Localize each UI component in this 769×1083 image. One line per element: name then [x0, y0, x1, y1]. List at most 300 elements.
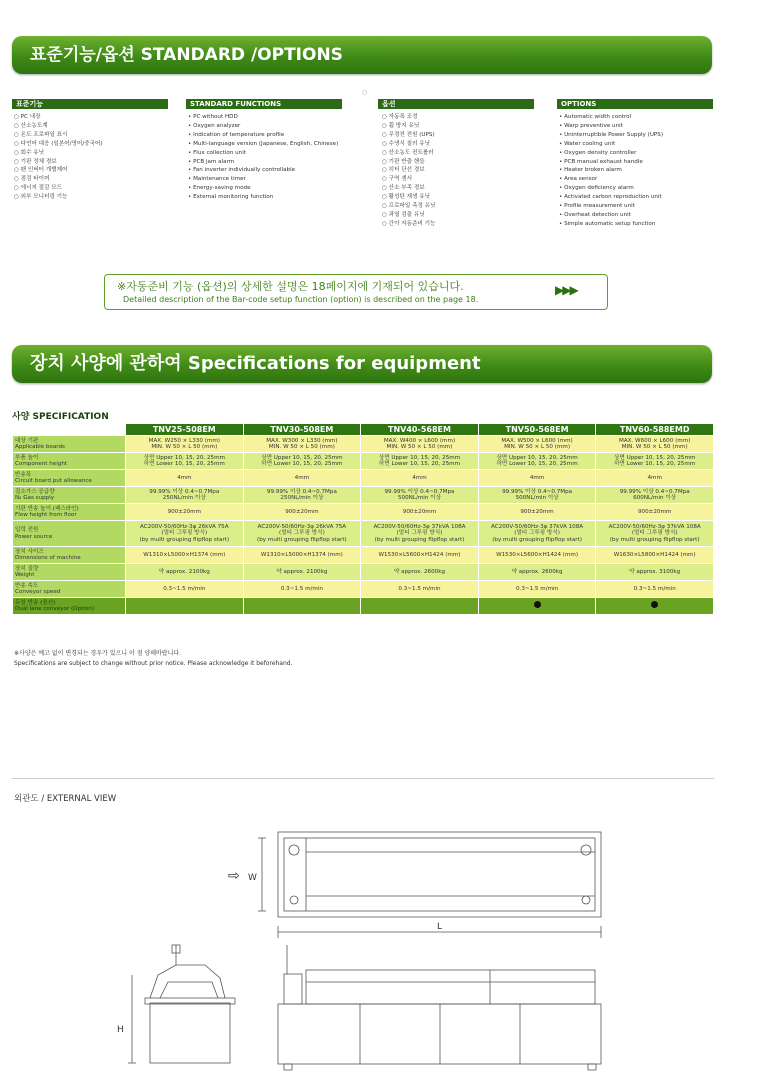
feature-text: PC 내장 [20, 114, 41, 120]
feature-item [382, 131, 435, 140]
circle-bullet-icon: ○ [14, 185, 21, 192]
circle-bullet-icon: ○ [382, 149, 389, 156]
feature-text: Maintenance timer [193, 176, 246, 183]
dot-bullet-icon: • [559, 122, 565, 129]
spec-cell [361, 598, 479, 615]
standard-ko-list [14, 113, 103, 202]
spec-cell-line: W1530×L5600×H1424 (mm) [378, 551, 461, 558]
feature-item [188, 122, 338, 131]
spec-cell-line: 900±20mm [167, 508, 201, 515]
feature-text: 온도 프로파일 표시 [20, 131, 68, 138]
feature-item [14, 149, 103, 158]
label-korean: 장치 사이즈 [15, 548, 44, 555]
spec-cell-line: 하면 Lower 10, 15, 20, 25mm [378, 461, 461, 467]
circle-bullet-icon: ○ [382, 122, 389, 129]
header-label: 옵션 [382, 100, 396, 108]
dot-bullet-icon: • [559, 176, 565, 183]
label-l: L [437, 922, 443, 932]
spec-cell [478, 581, 596, 598]
model-header: TNV50-568EM [478, 424, 596, 436]
spec-cell-line: (by multi grouping flipflop start) [492, 536, 582, 543]
label-english: Power source [15, 533, 53, 540]
label-english: Component height [15, 461, 68, 467]
arrow-right-icon: ▶▶▶ [555, 283, 577, 297]
spec-cell [243, 521, 361, 547]
spec-cell-line: (멀티 그루핑 방식) [279, 530, 325, 537]
dot-bullet-icon: • [188, 158, 194, 165]
spec-cell [126, 504, 244, 521]
spec-row-label [13, 564, 126, 581]
footnote-english: Specifications are subject to change without prior notice. Please acknowledge it beforehand. [14, 660, 293, 667]
feature-item [14, 175, 103, 184]
feature-text: 수냉식 칠러 유닛 [388, 140, 431, 147]
note-korean: ※자동준비 기능 (옵션)의 상세한 설명은 18페이지에 기재되어 있습니다. [117, 280, 464, 293]
feature-text: Profile measurement unit [564, 203, 635, 210]
spec-cell-line: MIN. W 50 × L 50 (mm) [386, 444, 453, 450]
feature-item [14, 158, 103, 167]
dot-bullet-icon: • [188, 131, 194, 138]
spec-cell [361, 504, 479, 521]
feature-item [382, 122, 435, 131]
spec-cell-line: 99.99% 이상 0.4~0.7Mpa [619, 488, 690, 495]
spec-row-label [13, 547, 126, 564]
circle-bullet-icon: ○ [14, 122, 21, 129]
feature-item [14, 140, 103, 149]
label-korean: 반송폭 [15, 471, 32, 478]
spec-cell-line: MIN. W 50 × L 50 (mm) [621, 444, 688, 450]
spec-cell [478, 564, 596, 581]
spec-cell-line: MAX. W400 × L600 (mm) [383, 437, 456, 444]
spec-cell [478, 453, 596, 470]
spec-cell [243, 598, 361, 615]
feature-item [559, 166, 663, 175]
top-view-outline [278, 832, 601, 917]
note-english: Detailed description of the Bar-code setup function (option) is described on the page 18. [123, 295, 479, 304]
divider [12, 778, 714, 779]
section-title: 장치 사양에 관하여 Specifications for equipment [30, 353, 481, 374]
model-header: TNV30-508EM [243, 424, 361, 436]
circle-bullet-icon: ○ [14, 167, 21, 174]
options-ko-list [382, 113, 435, 229]
label-h: H [117, 1025, 124, 1035]
circle-bullet-icon: ○ [382, 211, 389, 218]
spec-table [12, 423, 714, 615]
spec-cell [126, 521, 244, 547]
feature-item [14, 122, 103, 131]
spec-cell-line: AC200V-50/60Hz-3φ 26kVA 75A [140, 523, 229, 530]
dot-bullet-icon: • [559, 140, 565, 147]
label-korean: 듀얼 반송 (옵션) [15, 599, 56, 606]
dual-lane-dot-icon [534, 601, 541, 608]
spec-cell [596, 547, 714, 564]
spec-cell [478, 504, 596, 521]
dot-bullet-icon: • [188, 114, 194, 120]
dot-bullet-icon: • [559, 211, 565, 218]
feature-item [14, 193, 103, 202]
feature-item [14, 184, 103, 193]
spec-cell-line: 상면 Upper 10, 15, 20, 25mm [614, 454, 696, 461]
spec-cell [361, 581, 479, 598]
feature-text: Uninterruptible Power Supply (UPS) [564, 131, 664, 138]
feature-item [559, 113, 663, 122]
label-english: Dual lane conveyor (Option) [15, 606, 94, 612]
feature-item [559, 202, 663, 211]
spec-cell-line: 99.99% 이상 0.4~0.7Mpa [266, 488, 337, 495]
spec-cell [243, 504, 361, 521]
feature-text: Flux collection unit [193, 149, 246, 156]
circle-bullet-icon: ○ [14, 114, 21, 120]
feature-text: PCB manual exhaust handle [564, 158, 643, 165]
spec-cell [243, 470, 361, 487]
spec-cell-line: (멀티 그루핑 방식) [514, 530, 560, 537]
feature-text: Water cooling unit [564, 140, 616, 147]
feature-text: 외부 모니터링 기능 [20, 194, 68, 201]
feature-item [382, 158, 435, 167]
spec-cell-line: (by multi grouping flipflop start) [374, 536, 465, 543]
section-title: 표준기능/옵션 STANDARD /OPTIONS [30, 45, 343, 65]
spec-cell-line: W1530×L5600×H1424 (mm) [496, 551, 579, 558]
dot-bullet-icon: • [559, 185, 565, 192]
circle-bullet-icon: ○ [382, 131, 389, 138]
circle-bullet-icon: ○ [14, 158, 21, 165]
spec-cell [361, 521, 479, 547]
feature-text: 기판 정체 경보 [20, 158, 57, 165]
feature-item [559, 122, 663, 131]
spec-cell [126, 547, 244, 564]
label-korean: 기판 반송 높이 (패스라인) [15, 505, 79, 512]
spec-row [13, 470, 714, 487]
feature-text: Overheat detection unit [564, 211, 631, 218]
spec-cell-line: 상면 Upper 10, 15, 20, 25mm [261, 454, 343, 461]
dot-bullet-icon: • [559, 203, 565, 210]
feature-item [188, 140, 338, 149]
label-english: Conveyor speed [15, 589, 61, 595]
spec-row [13, 504, 714, 521]
spec-cell-line: 상면 Upper 10, 15, 20, 25mm [496, 454, 578, 461]
spec-cell-line: 99.99% 이상 0.4~0.7Mpa [502, 488, 573, 495]
spec-cell-line: 600NL/min 이상 [633, 495, 677, 501]
spec-row-label [13, 487, 126, 504]
label-korean: 부품 높이 [15, 454, 39, 461]
spec-row-label [13, 453, 126, 470]
spec-cell-line: 500NL/min 이상 [515, 495, 559, 501]
spec-cell [596, 487, 714, 504]
dot-bullet-icon: • [559, 220, 565, 227]
circle-bullet-icon: ○ [382, 203, 389, 210]
spec-cell [361, 470, 479, 487]
spec-cell-line: 하면 Lower 10, 15, 20, 25mm [143, 461, 225, 467]
feature-text: Oxygen analyzer [193, 122, 241, 129]
spec-corner [13, 424, 126, 436]
spec-cell-line: 약 approx. 3100kg [629, 568, 681, 575]
spec-cell [126, 598, 244, 615]
circle-bullet-icon: ○ [382, 167, 389, 174]
spec-cell [243, 487, 361, 504]
spec-row-label [13, 436, 126, 453]
feature-text: Automatic width control [564, 114, 632, 120]
spec-row-label [13, 581, 126, 598]
circle-bullet-icon: ○ [382, 114, 389, 120]
spec-cell-line: MAX. W500 × L600 (mm) [501, 437, 573, 444]
feature-item [559, 220, 663, 229]
spec-cell-line: 250NL/min 이상 [162, 495, 206, 501]
feature-text: 히터 단선 경보 [388, 167, 425, 174]
spec-cell [361, 487, 479, 504]
spec-cell-line: MIN. W 50 × L 50 (mm) [151, 444, 218, 450]
feature-item [14, 131, 103, 140]
feature-text: Warp preventive unit [564, 122, 623, 129]
spec-cell [596, 581, 714, 598]
spec-cell [361, 436, 479, 453]
standard-en-list [188, 113, 338, 202]
standard-options-banner [12, 36, 712, 74]
feature-item [382, 113, 435, 122]
spec-cell [126, 487, 244, 504]
spec-cell-line: (by multi grouping flipflop start) [257, 536, 347, 543]
spec-cell-line: 약 approx. 2100kg [158, 568, 210, 575]
spec-cell-line: MAX. W600 × L600 (mm) [619, 437, 691, 444]
circle-bullet-icon: ○ [382, 158, 389, 165]
spec-cell-line: W1630×L5800×H1424 (mm) [613, 551, 696, 558]
feature-item [559, 131, 663, 140]
feature-item [382, 166, 435, 175]
label-english: Dimensions of machine [15, 555, 81, 561]
spec-cell-line: AC200V-50/60Hz-3φ 37kVA 108A [608, 523, 701, 530]
spec-cell-line: 900±20mm [285, 508, 319, 515]
label-english: N₂ Gas supply [15, 495, 55, 501]
spec-cell-line: 0.3~1.5 m/min [516, 585, 559, 592]
dot-bullet-icon: • [188, 122, 194, 129]
feature-text: 회수 유닛 [20, 149, 45, 156]
feature-text: 간이 자동준비 기능 [388, 220, 436, 227]
label-korean: 입력 전원 [15, 527, 39, 534]
spec-cell-line: AC200V-50/60Hz-3φ 37kVA 108A [373, 523, 466, 530]
options-en-header [557, 99, 713, 109]
feature-text: Activated carbon reproduction unit [564, 194, 662, 201]
spec-cell-line: 4mm [177, 474, 192, 481]
options-ko-header [378, 99, 534, 109]
feature-text: Oxygen deficiency alarm [564, 185, 634, 192]
dot-bullet-icon: • [559, 131, 565, 138]
circle-bullet-icon: ○ [14, 194, 21, 201]
feature-item [188, 149, 338, 158]
feature-text: Heater broken alarm [564, 167, 622, 174]
spec-cell-line: 하면 Lower 10, 15, 20, 25mm [614, 461, 696, 467]
feature-item [382, 211, 435, 220]
label-english: Flow height from floor [15, 512, 77, 518]
external-view-title: 외관도 / EXTERNAL VIEW [14, 794, 117, 804]
feature-text: 구역 센서 [388, 176, 413, 183]
spec-cell [596, 504, 714, 521]
spec-cell [243, 564, 361, 581]
feature-item [188, 131, 338, 140]
spec-cell [243, 581, 361, 598]
feature-item [382, 202, 435, 211]
spec-row [13, 547, 714, 564]
circle-bullet-icon: ○ [382, 194, 389, 201]
spec-cell-line: 하면 Lower 10, 15, 20, 25mm [496, 461, 578, 467]
spec-cell [478, 470, 596, 487]
standard-ko-header [12, 99, 168, 109]
spec-cell-line: 하면 Lower 10, 15, 20, 25mm [261, 461, 343, 467]
spec-row [13, 453, 714, 470]
spec-cell [478, 436, 596, 453]
feature-item [559, 211, 663, 220]
spec-cell [126, 564, 244, 581]
feature-item [14, 113, 103, 122]
spec-cell-line: (멀티 그루핑 방식) [161, 530, 208, 537]
spec-cell [478, 521, 596, 547]
spec-cell-line: (by multi grouping flipflop start) [139, 536, 230, 543]
feature-text: 기판 반출 핸들 [388, 158, 425, 165]
spec-title: 사양 SPECIFICATION [12, 412, 109, 422]
feature-text: 활성탄 재생 유닛 [388, 194, 431, 201]
feature-item [188, 184, 338, 193]
spec-cell [243, 436, 361, 453]
spec-cell-line: 900±20mm [637, 508, 672, 515]
dot-bullet-icon: • [559, 167, 565, 174]
dual-lane-dot-icon [651, 601, 658, 608]
spec-cell-line: (by multi grouping flipflop start) [609, 536, 700, 543]
label-korean: 대상 기판 [15, 437, 39, 444]
feature-text: 산소농도계 [20, 122, 48, 129]
spec-cell-line: 4mm [647, 474, 662, 481]
spec-cell-line: AC200V-50/60Hz-3φ 26kVA 75A [257, 523, 347, 530]
spec-row [13, 436, 714, 453]
feature-text: 점검 타이머 [20, 176, 50, 183]
feature-item [559, 149, 663, 158]
feature-item [188, 175, 338, 184]
feature-text: 팬 인버터 개별제어 [20, 167, 68, 174]
setup-note-box [104, 274, 608, 310]
label-w: W [248, 873, 257, 883]
spec-cell [361, 547, 479, 564]
feature-text: 자동폭 조정 [388, 114, 418, 120]
spec-row [13, 487, 714, 504]
spec-cell-line: MAX. W300 × L330 (mm) [266, 437, 338, 444]
feature-text: Area sensor [564, 176, 598, 183]
feature-text: Indication of temperature profile [193, 131, 285, 138]
feature-text: 다언어 대응 (일본어/영어/중국어) [20, 140, 103, 147]
circle-bullet-icon: ○ [382, 185, 389, 192]
spec-cell-line: 상면 Upper 10, 15, 20, 25mm [378, 454, 461, 461]
header-label: 표준기능 [16, 100, 44, 108]
spec-cell-line: 4mm [412, 474, 427, 481]
spec-cell [126, 453, 244, 470]
spec-cell-line: 약 approx. 2600kg [511, 568, 563, 575]
spec-cell [596, 453, 714, 470]
feature-text: 무정전 전원 (UPS) [388, 131, 435, 138]
spec-cell [596, 436, 714, 453]
spec-cell-line: MAX. W250 × L330 (mm) [148, 437, 220, 444]
label-english: Applicable boards [15, 444, 65, 450]
spec-cell [596, 564, 714, 581]
dot-bullet-icon: • [188, 149, 194, 156]
feature-item [188, 193, 338, 202]
label-korean: 장치 질량 [15, 565, 39, 572]
model-header: TNV40-568EM [361, 424, 479, 436]
deco-mark: ○ [362, 89, 368, 96]
feature-text: 산소 부족 경보 [388, 185, 425, 192]
spec-cell [478, 598, 596, 615]
circle-bullet-icon: ○ [382, 140, 389, 147]
feature-item [559, 175, 663, 184]
feature-text: Multi-language version (Japanese, English, Chinese) [193, 140, 339, 147]
spec-cell-line: 99.99% 이상 0.4~0.7Mpa [149, 488, 220, 495]
feature-text: Oxygen density controller [564, 149, 637, 156]
spec-cell [126, 436, 244, 453]
spec-cell-line: AC200V-50/60Hz-3φ 37kVA 108A [491, 523, 584, 530]
spec-cell [596, 521, 714, 547]
circle-bullet-icon: ○ [14, 140, 21, 147]
model-header: TNV25-508EM [126, 424, 244, 436]
circle-bullet-icon: ○ [382, 220, 389, 227]
spec-cell [361, 453, 479, 470]
dot-bullet-icon: • [188, 167, 194, 174]
circle-bullet-icon: ○ [14, 149, 21, 156]
spec-cell-line: 0.3~1.5 m/min [398, 585, 441, 592]
spec-cell-line: (멀티 그루핑 방식) [631, 530, 678, 537]
spec-cell [126, 470, 244, 487]
feature-item [188, 158, 338, 167]
spec-cell-line: W1310×L5000×H1374 (mm) [143, 551, 226, 558]
feature-item [14, 166, 103, 175]
circle-bullet-icon: ○ [14, 176, 21, 183]
dot-bullet-icon: • [559, 149, 565, 156]
spec-cell-line: 500NL/min 이상 [397, 495, 441, 501]
feature-item [559, 184, 663, 193]
side-view-outline [150, 1003, 230, 1063]
feature-text: Simple automatic setup function [564, 220, 656, 227]
spec-cell [478, 547, 596, 564]
spec-row-label [13, 598, 126, 615]
header-label: STANDARD FUNCTIONS [190, 100, 282, 108]
spec-cell-line: 4mm [294, 474, 310, 481]
feature-text: Energy-saving mode [193, 185, 251, 192]
feature-item [559, 158, 663, 167]
spec-cell [596, 598, 714, 615]
spec-row-label [13, 470, 126, 487]
feature-text: 휨 방지 유닛 [388, 122, 420, 129]
feature-item [188, 113, 338, 122]
specifications-banner [12, 345, 712, 383]
feature-text: External monitoring function [193, 194, 274, 201]
circle-bullet-icon: ○ [14, 131, 21, 138]
spec-row-label [13, 504, 126, 521]
spec-cell-line: (멀티 그루핑 방식) [396, 530, 443, 537]
label-korean: 반송 속도 [15, 582, 39, 589]
options-en-list [559, 113, 663, 229]
label-english: Circuit board put allowance [15, 478, 92, 484]
feature-text: 에너지 절감 모드 [20, 185, 63, 192]
spec-cell-line: 약 approx. 2100kg [276, 568, 328, 575]
spec-cell-line: 0.3~1.5 m/min [280, 585, 323, 592]
model-header: TNV60-588EMD [596, 424, 714, 436]
spec-cell [361, 564, 479, 581]
feature-item [382, 149, 435, 158]
spec-cell-line: 4mm [529, 474, 545, 481]
feature-text: 산소농도 컨트롤러 [388, 149, 434, 156]
feature-item [559, 140, 663, 149]
spec-cell-line: 상면 Upper 10, 15, 20, 25mm [143, 454, 225, 461]
spec-row [13, 598, 714, 615]
spec-cell-line: 0.3~1.5 m/min [633, 585, 676, 592]
header-label: OPTIONS [561, 100, 597, 108]
circle-bullet-icon: ○ [382, 176, 389, 183]
spec-cell-line: 0.3~1.5 m/min [163, 585, 206, 592]
feature-item [382, 220, 435, 229]
standard-en-header [186, 99, 342, 109]
